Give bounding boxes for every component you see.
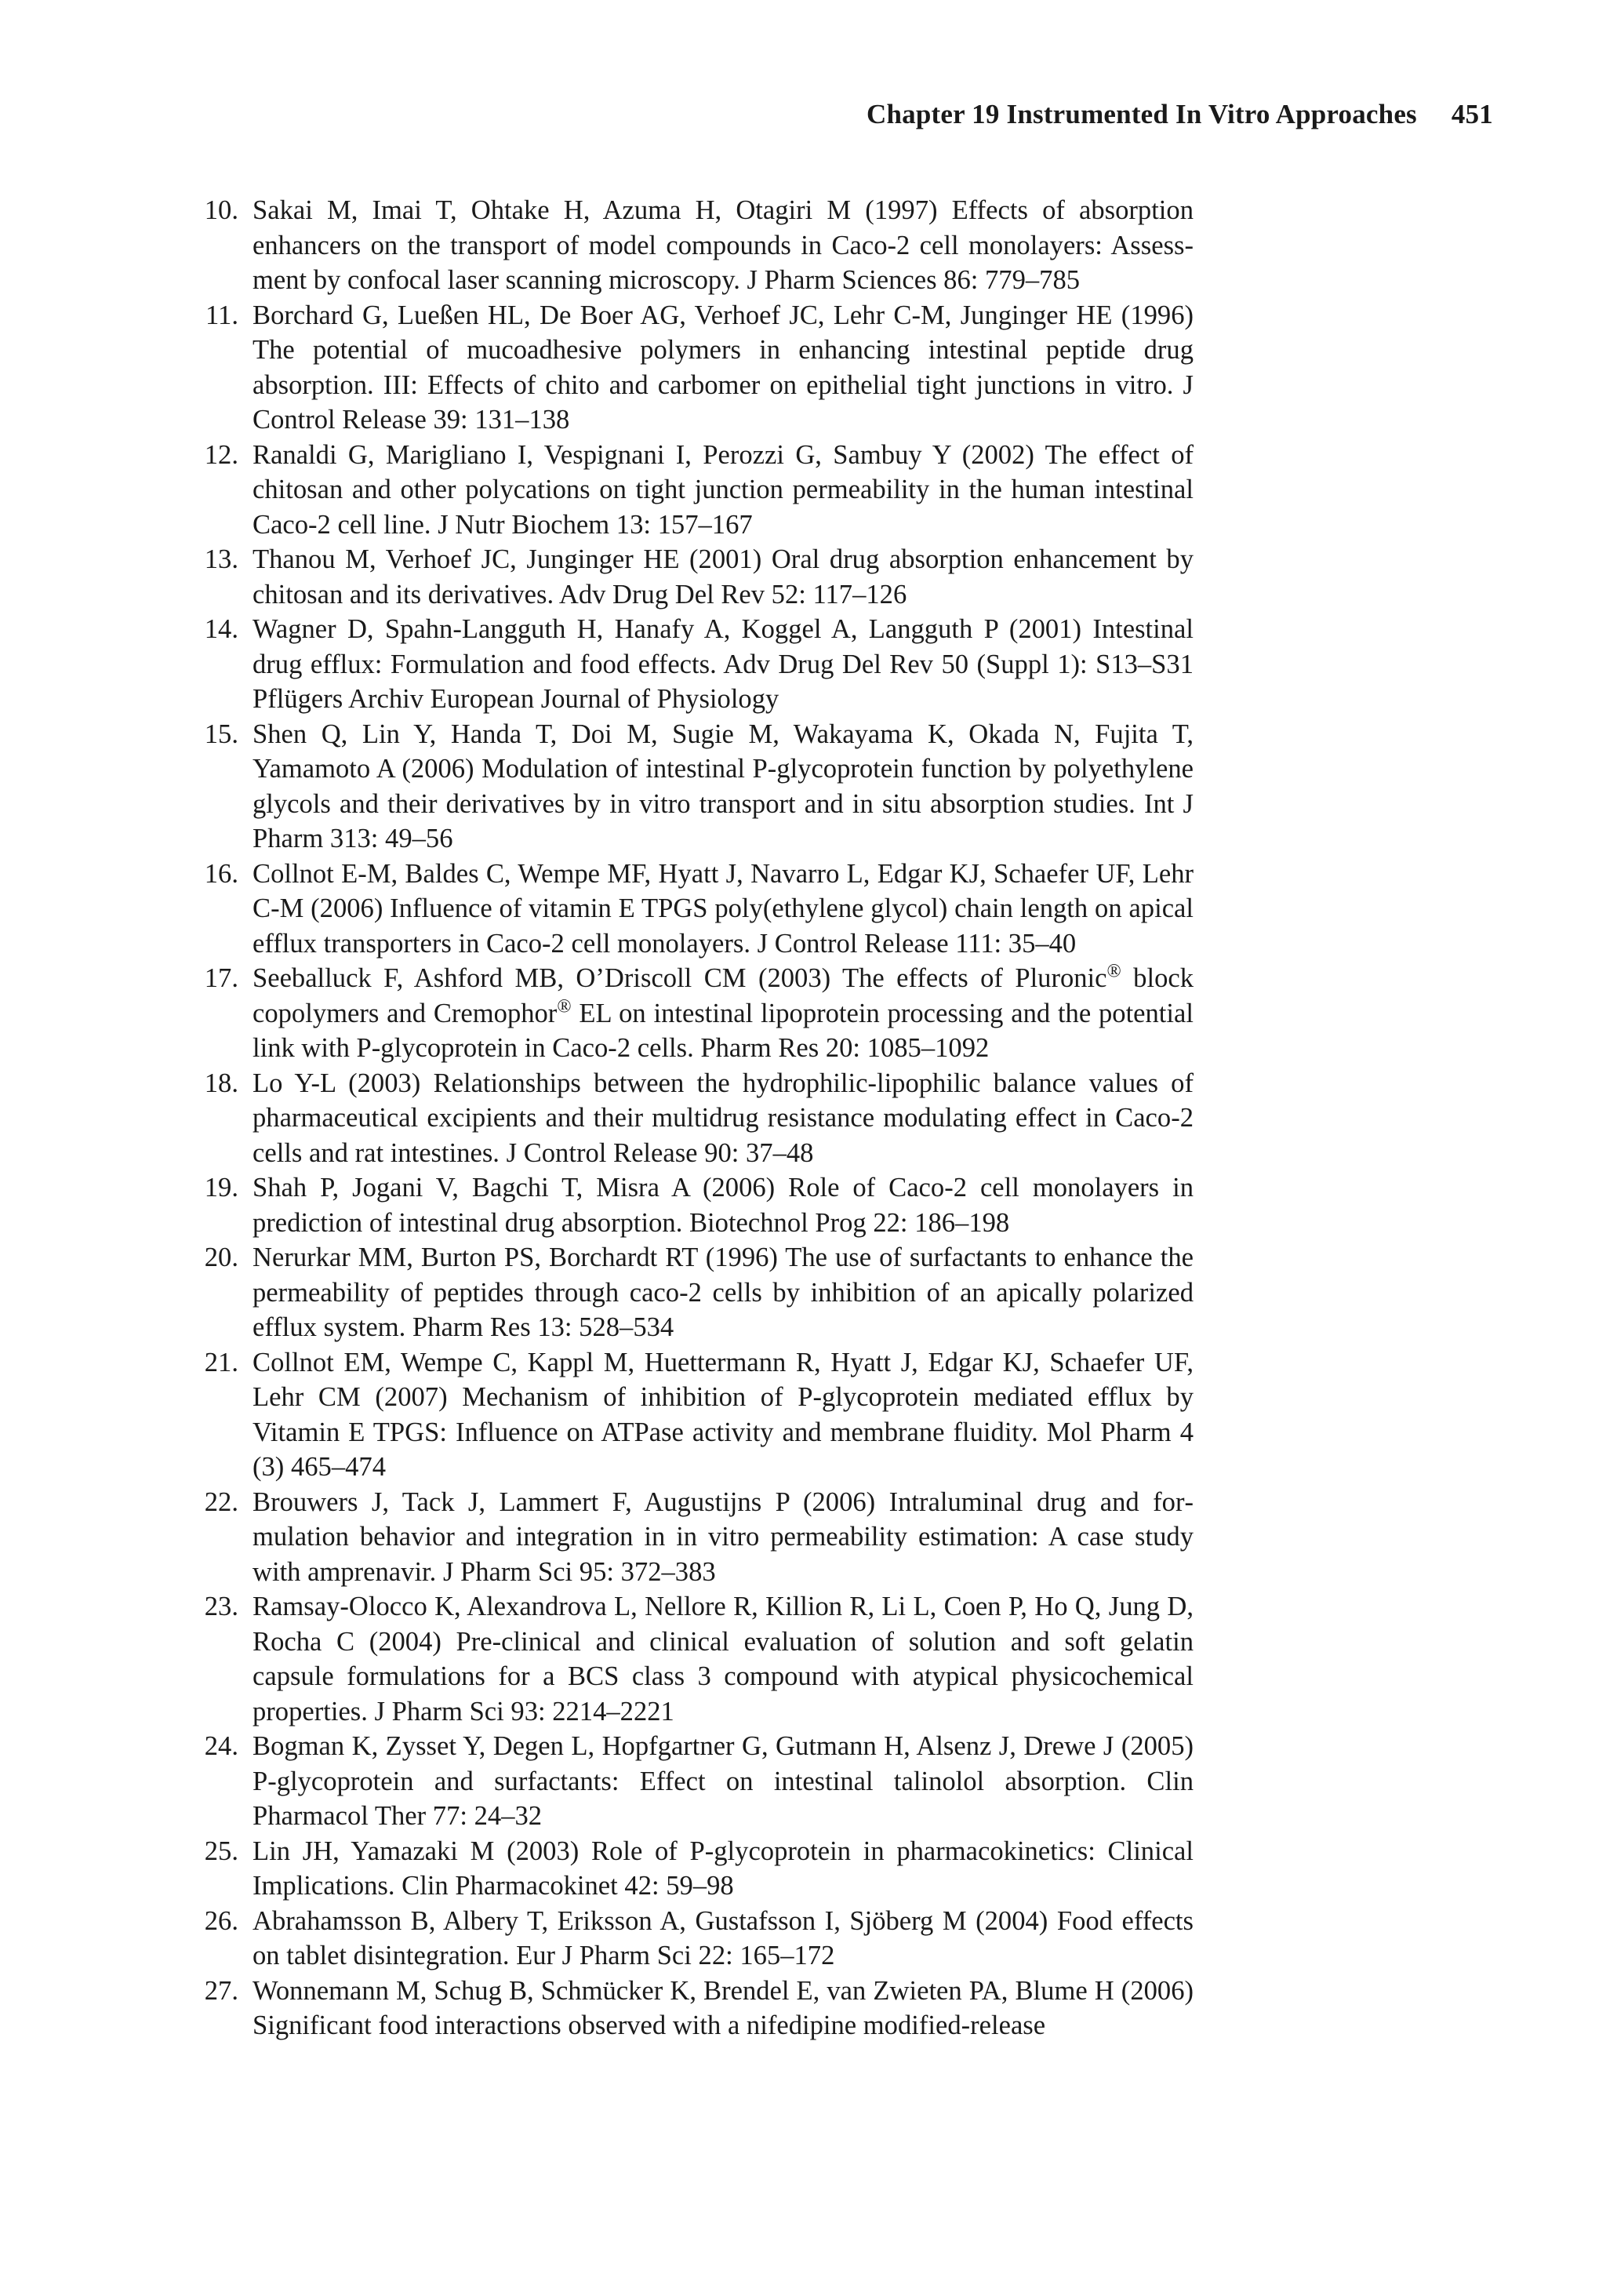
reference-item [198,193,1194,298]
reference-number: 26. [204,1905,238,1936]
reference-item [198,857,1194,962]
reference-item [198,1170,1194,1240]
reference-number: 10. [204,195,238,225]
reference-number: 12. [204,439,238,470]
reference-number: 22. [204,1486,238,1517]
reference-text: Brouwers J, Tack J, Lammert F, Augustijns P (2006) Intraluminal drug and formulation behavior and integration in in vitro permeability estimation: A case study with amprenavir. J Pharm Sci 95: 372–383 [253,1486,1194,1587]
reference-number: 23. [204,1592,238,1621]
reference-text: Wagner D, Spahn-Langguth H, Hanafy A, Koggel A, Langguth P (2001) Intestinal drug efflux: Formulation and food effects. Adv Drug Del Rev 50 (Suppl 1): S13–S31 Pflügers Archiv European Journal of Physiology [253,614,1194,714]
reference-text: Lin JH, Yamazaki M (2003) Role of P-glycoprotein in pharmacokinetics: Clinical Implications. Clin Pharmacokinet 42: 59–98 [253,1836,1194,1901]
reference-item [198,1345,1194,1485]
reference-text-part: Seeballuck F, Ashford MB, O’Driscoll CM (2003) The effects of Pluronic [253,963,1107,993]
page-number: 451 [1451,99,1493,129]
reference-text: Thanou M, Verhoef JC, Junginger HE (2001) Oral drug absorption enhancement by chitosan and its derivatives. Adv Drug Del Rev 52: 117–126 [253,544,1194,609]
reference-number: 17. [204,963,238,993]
reference-text: Abrahamsson B, Albery T, Eriksson A, Gustafsson I, Sjöberg M (2004) Food effects on tablet disintegration. Eur J Pharm Sci 22: 165–172 [253,1905,1194,1970]
reference-number: 20. [204,1243,238,1272]
running-head [867,99,1493,130]
reference-number: 14. [204,614,238,644]
reference-list [198,193,1194,2043]
reference-item [198,542,1194,612]
reference-text: Lo Y-L (2003) Relationships between the hydrophilic-lipophilic balance values of pharmaceutical excipients and their multidrug resistance modulating effect in Caco-2 cells and rat intestines. J Control Release 90: 37–48 [253,1068,1194,1168]
reference-text: Shah P, Jogani V, Bagchi T, Misra A (2006) Role of Caco-2 cell monolayers in prediction of intestinal drug absorption. Biotechnol Prog 22: 186–198 [253,1173,1194,1238]
reference-item [198,717,1194,857]
reference-number: 13. [204,544,238,574]
reference-item [198,1729,1194,1834]
reference-text-part: EL on intestinal lipoprotein processing and the potential link with P-glycoprotein in Caco-2 cells. Pharm Res 20: 1085–1092 [253,998,1194,1063]
reference-text: Wonnemann M, Schug B, Schmücker K, Brendel E, van Zwieten PA, Blume H (2006) Significant food interactions observed with a nifedipine modified-release [253,1975,1194,2040]
reference-number: 27. [204,1975,238,2006]
reference-item [198,298,1194,438]
reference-text: Nerurkar MM, Burton PS, Borchardt RT (1996) The use of surfactants to enhance the permeability of peptides through caco-2 cells by inhibition of an apically polarized efflux system. Pharm Res 13: 528–534 [253,1243,1194,1342]
reference-item [198,1066,1194,1171]
reference-number: 16. [204,858,238,889]
chapter-title: Chapter 19 Instrumented In Vitro Approaches [867,99,1417,129]
reference-number: 11. [205,300,238,330]
reference-number: 18. [204,1068,238,1098]
reference-item [198,1485,1194,1590]
reference-text: Ramsay-Olocco K, Alexandrova L, Nellore R, Killion R, Li L, Coen P, Ho Q, Jung D, Rocha C (2004) Pre-clinical and clinical evaluation of solution and soft gelatin capsule formulations for a BCS class 3 compound with atypical physicochemical properties. J Pharm Sci 93: 2214–2221 [253,1592,1194,1727]
reference-number: 19. [204,1173,238,1203]
reference-text: Sakai M, Imai T, Ohtake H, Azuma H, Otagiri M (1997) Effects of absorption enhancers on the transport of model compounds in Caco-2 cell monolayers: Assessment by confocal laser scanning microscopy. J Pharm Sciences 86: 779–785 [253,195,1194,295]
reference-text: Shen Q, Lin Y, Handa T, Doi M, Sugie M, Wakayama K, Okada N, Fujita T, Yamamoto A (2006) Modulation of intestinal P-glycoprotein function by polyethylene glycols and their derivatives by in vitro transport and in situ absorption studies. Int J Pharm 313: 49–56 [253,719,1194,853]
reference-number: 25. [204,1836,238,1866]
reference-text: Collnot EM, Wempe C, Kappl M, Huettermann R, Hyatt J, Edgar KJ, Schaefer UF, Lehr CM (2007) Mechanism of inhibition of P-glycoprotein mediated efflux by Vitamin E TPGS: Influence on ATPase activity and membrane fluidity. Mol Pharm 4 (3) 465–474 [253,1347,1194,1482]
reference-text: Borchard G, Lueßen HL, De Boer AG, Verhoef JC, Lehr C-M, Junginger HE (1996) The potential of mucoadhesive polymers in enhancing intestinal peptide drug absorption. III: Effects of chito and carbomer on epithelial tight junctions in vitro. J Control Release 39: 131–138 [253,300,1194,435]
reference-number: 21. [204,1347,238,1377]
reference-text: Collnot E-M, Baldes C, Wempe MF, Hyatt J, Navarro L, Edgar KJ, Schaefer UF, Lehr C-M (2006) Influence of vitamin E TPGS poly(ethylene glycol) chain length on apical efflux transporters in Caco-2 cell monolayers. J Control Release 111: 35–40 [253,858,1194,959]
reference-item [198,438,1194,543]
reference-item [198,1904,1194,1974]
reference-item [198,612,1194,717]
reference-item [198,961,1194,1066]
registered-mark: ® [1106,961,1121,982]
reference-text-part: block copolymers and Cremophor [253,963,1194,1028]
reference-text: Bogman K, Zysset Y, Degen L, Hopfgartner G, Gutmann H, Alsenz J, Drewe J (2005) P-glycoprotein and surfactants: Effect on intestinal talinolol absorption. Clin Pharmacol Ther 77: 24–32 [253,1731,1194,1831]
registered-mark: ® [557,995,572,1017]
reference-item [198,1240,1194,1345]
reference-item [198,1589,1194,1729]
reference-number: 24. [204,1731,238,1761]
reference-text: Ranaldi G, Marigliano I, Vespignani I, Perozzi G, Sambuy Y (2002) The effect of chitosan and other polycations on tight junction permeability in the human intestinal Caco-2 cell line. J Nutr Biochem 13: 157–167 [253,439,1194,540]
reference-item [198,1834,1194,1904]
reference-item [198,1974,1194,2043]
reference-number: 15. [204,719,238,749]
